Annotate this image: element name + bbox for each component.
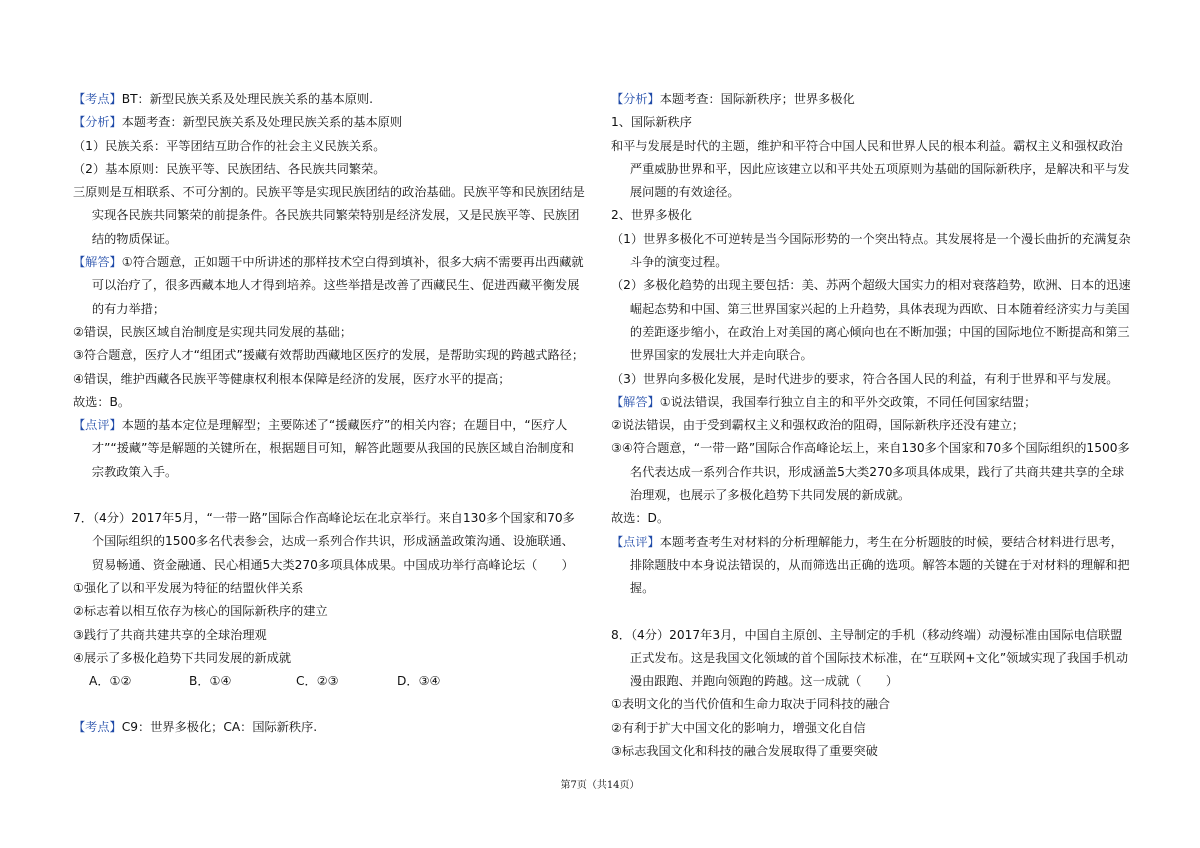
right-column — [611, 88, 1133, 763]
paragraph-text: 故选：B。 — [73, 394, 131, 409]
answer-point — [611, 437, 1133, 507]
option-a: A．①② — [89, 674, 132, 689]
paragraph-text: ②说法错误，由于受到霸权主义和强权政治的阻碍，国际新秩序还没有建立； — [611, 418, 1025, 433]
section-tag: 【解答】 — [611, 394, 660, 409]
paragraph-text: （3）世界向多极化发展，是时代进步的要求，符合各国人民的利益，有利于世界和平与发展。 — [611, 371, 1119, 386]
paragraph-text: 故选：D。 — [611, 511, 670, 526]
paragraph-text: （1）民族关系：平等团结互助合作的社会主义民族关系。 — [73, 138, 386, 153]
section-tag: 【点评】 — [611, 534, 660, 549]
question-statement: ①表明文化的当代价值和生命力取决于同科技的融合 — [611, 697, 891, 712]
kaodian-line — [73, 88, 585, 111]
paragraph-text: ④错误，维护西藏各民族平等健康权利根本保障是经济的发展，医疗水平的提高； — [73, 371, 511, 386]
section-tag: 【点评】 — [73, 418, 122, 433]
left-column — [73, 88, 585, 740]
question-statement: ①强化了以和平发展为特征的结盟伙伴关系 — [73, 580, 304, 595]
question-statement: ②标志着以相互依存为核心的国际新秩序的建立 — [73, 604, 328, 619]
answer-point — [611, 414, 1133, 437]
option-c: C．②③ — [296, 674, 339, 689]
fenxi-line — [73, 111, 585, 134]
paragraph-text: （1）世界多极化不可逆转是当今国际形势的一个突出特点。其发展将是一个漫长曲折的充满复杂斗争的演变过程。 — [611, 231, 1131, 270]
analysis-heading — [611, 204, 1133, 227]
analysis-point — [611, 274, 1133, 367]
question-7-stem: 7．（4分）2017年5月，“一带一路”国际合作高峰论坛在北京举行。来自130多个国家和70多个国际组织的1500多名代表参会，达成一系列合作共识，形成涵盖政策沟通、设施联通、贸易畅通、资金融通、民心相通5大类270多项具体成果。中国成功举行高峰论坛（ ） — [73, 511, 575, 572]
paragraph-text: 本题考查：新型民族关系及处理民族关系的基本原则 — [121, 115, 403, 130]
answer-point — [73, 344, 585, 367]
paragraph-text: C9：世界多极化；CA：国际新秩序. — [121, 720, 318, 735]
paragraph-text: ②错误，民族区域自治制度是实现共同发展的基础； — [73, 324, 353, 339]
paragraph-text: ①说法错误，我国奉行独立自主的和平外交政策，不同任何国家结盟； — [659, 394, 1037, 409]
jieda-line — [73, 251, 585, 321]
section-tag: 【考点】 — [73, 720, 122, 735]
paragraph-text: ③符合题意，医疗人才“组团式”援藏有效帮助西藏地区医疗的发展，是帮助实现的跨越式路径； — [73, 348, 585, 363]
question-statement: ③践行了共商共建共享的全球治理观 — [73, 627, 267, 642]
question-statement: ④展示了多极化趋势下共同发展的新成就 — [73, 650, 292, 665]
dianping-line — [73, 414, 585, 484]
question-7-options — [73, 670, 585, 693]
question-statement: ③标志我国文化和科技的融合发展取得了重要突破 — [611, 744, 878, 759]
option-d: D．③④ — [397, 674, 441, 689]
section-tag: 【分析】 — [611, 92, 660, 106]
section-tag: 【分析】 — [73, 115, 122, 130]
paragraph-text: BT：新型民族关系及处理民族关系的基本原则. — [121, 92, 373, 106]
paragraph-text: 本题考查：国际新秩序；世界多极化 — [659, 92, 855, 106]
paragraph-text: ①符合题意，正如题干中所讲述的那样技术空白得到填补，很多大病不需要再出西藏就可以治疗了，很多西藏本地人才得到培养。这些举措是改善了西藏民生、促进西藏平衡发展的有力举措； — [91, 255, 584, 316]
paragraph-text: 本题考查考生对材料的分析理解能力，考生在分析题肢的时候，要结合材料进行思考，排除题肢中本身说法错误的，从而筛选出正确的选项。解答本题的关键在于对材料的理解和把握。 — [629, 534, 1130, 596]
paragraph-text: ③④符合题意，“一带一路”国际合作高峰论坛上，来自130多个国家和70多个国际组织的1500多名代表达成一系列合作共识，形成涵盖5大类270多项具体成果，践行了共商共建共享的全球治理观，也展示了多极化趋势下共同发展的新成就。 — [611, 441, 1130, 503]
analysis-paragraph — [611, 135, 1133, 205]
page-footer: 第7页（共14页） — [560, 780, 640, 791]
analysis-paragraph — [73, 181, 585, 251]
section-tag: 【考点】 — [73, 92, 122, 106]
paragraph-text: 1、国际新秩序 — [611, 115, 692, 130]
section-tag: 【解答】 — [73, 255, 122, 270]
paragraph-text: 本题的基本定位是理解型；主要陈述了“援藏医疗”的相关内容；在题目中，“医疗人才”“援藏”等是解题的关键所在，根据题目可知，解答此题要从我国的民族区域自治制度和宗教政策入手。 — [91, 418, 574, 479]
paragraph-text: （2）多极化趋势的出现主要包括：美、苏两个超级大国实力的相对衰落趋势，欧洲、日本的迅速崛起态势和中国、第三世界国家兴起的上升趋势，具体表现为西欧、日本随着经济实力与美国的差距逐步缩小，在政治上对美国的离心倾向也在不断加强；中国的国际地位不断提高和第三世界国家的发展壮大并走向联合。 — [611, 278, 1131, 363]
paragraph-text: 三原则是互相联系、不可分割的。民族平等是实现民族团结的政治基础。民族平等和民族团结是实现各民族共同繁荣的前提条件。各民族共同繁荣特别是经济发展，又是民族平等、民族团结的物质保证。 — [73, 185, 585, 246]
question-statement: ②有利于扩大中国文化的影响力，增强文化自信 — [611, 720, 866, 735]
analysis-heading — [611, 111, 1133, 134]
question-8-stem: 8．（4分）2017年3月，中国自主原创、主导制定的手机（移动终端）动漫标准由国际电信联盟正式发布。这是我国文化领域的首个国际技术标准，在“互联网+文化”领域实现了我国手机动漫由跟跑、并跑向领跑的跨越。这一成就（ ） — [611, 627, 1129, 689]
paragraph-text: 2、世界多极化 — [611, 208, 692, 223]
paragraph-text: （2）基本原则：民族平等、民族团结、各民族共同繁荣。 — [73, 161, 386, 176]
jieda-line — [611, 391, 1133, 414]
analysis-point — [73, 158, 585, 181]
answer-choice — [73, 391, 585, 414]
answer-point — [73, 368, 585, 391]
option-b: B．①④ — [189, 674, 232, 689]
dianping-line — [611, 531, 1133, 601]
fenxi-line — [611, 88, 1133, 111]
analysis-point — [73, 135, 585, 158]
analysis-point — [611, 368, 1133, 391]
paragraph-text: 和平与发展是时代的主题，维护和平符合中国人民和世界人民的根本利益。霸权主义和强权政治严重威胁世界和平，因此应该建立以和平共处五项原则为基础的国际新秩序，是解决和平与发展问题的有效途径。 — [611, 138, 1130, 200]
kaodian-line — [73, 716, 585, 739]
analysis-point — [611, 228, 1133, 275]
answer-point — [73, 321, 585, 344]
answer-choice — [611, 507, 1133, 530]
